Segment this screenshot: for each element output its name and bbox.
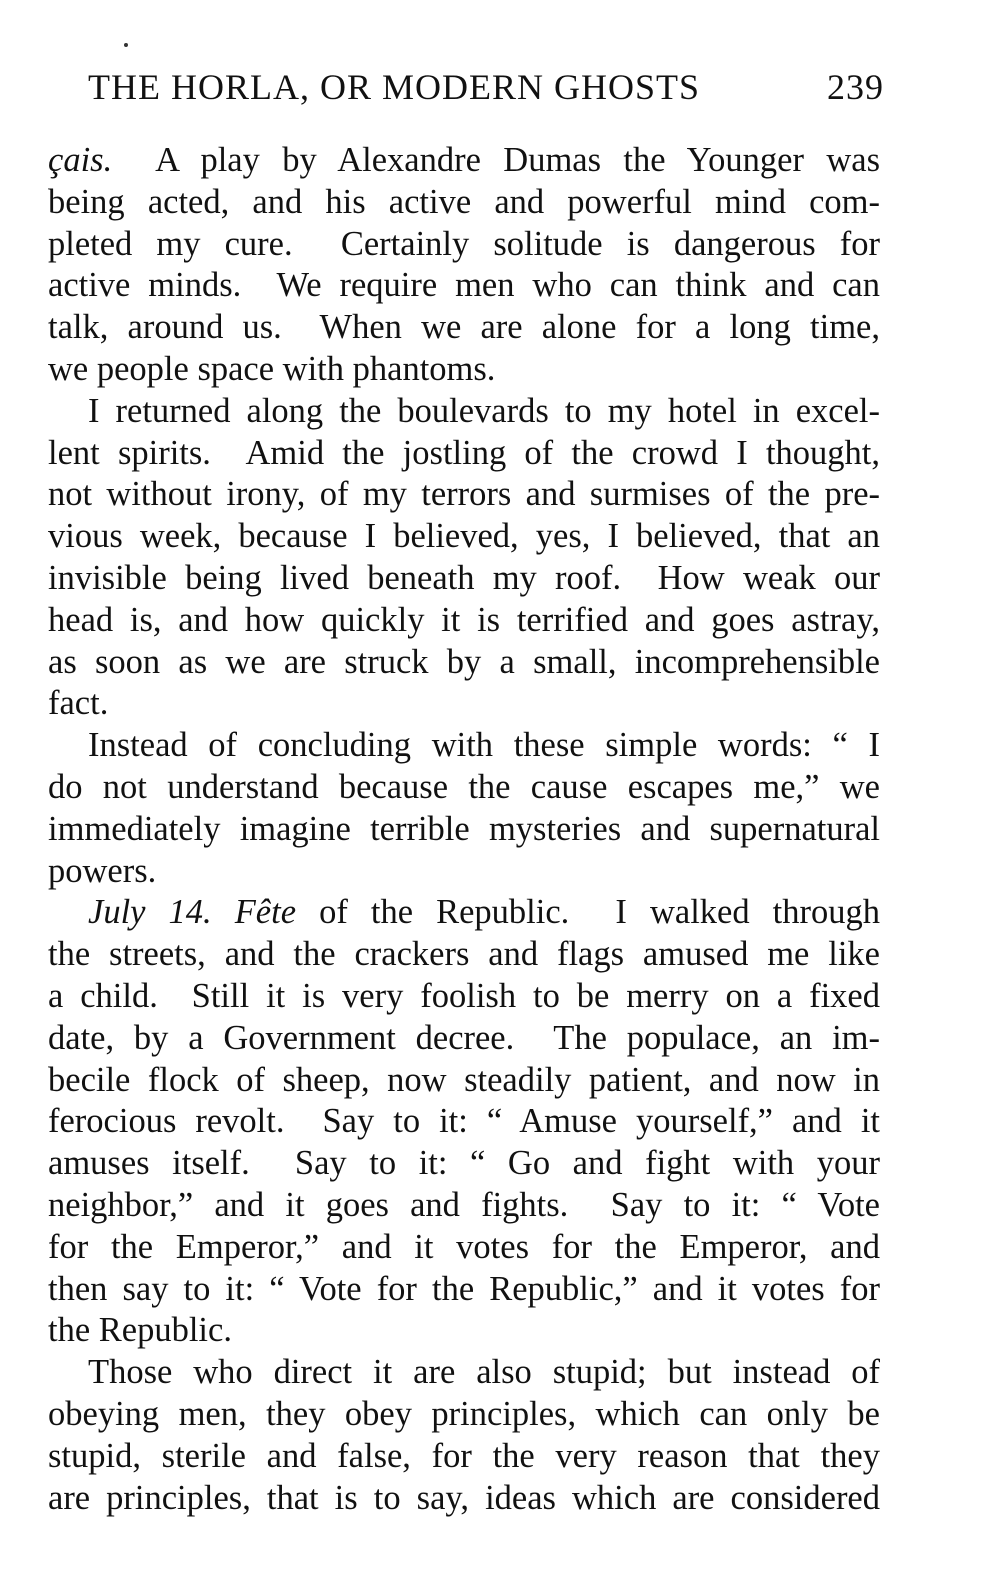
- line-text: I returned along the boulevards to my hotel in excel-: [88, 391, 880, 430]
- text-line: [48, 1227, 880, 1269]
- text-line: [48, 1060, 880, 1102]
- text-line: [48, 976, 880, 1018]
- text-line: [48, 600, 880, 642]
- line-text: vious week, because I believed, yes, I believed, that an: [48, 517, 880, 556]
- line-text: of the Republic. I walked through: [296, 893, 880, 932]
- print-speck: [124, 43, 128, 47]
- text-line: [48, 140, 880, 182]
- running-head-title: THE HORLA, OR MODERN GHOSTS: [88, 67, 701, 107]
- text-line: [48, 1352, 880, 1394]
- page-number: 239: [827, 67, 884, 107]
- text-line: [48, 1269, 880, 1311]
- line-text: we people space with phantoms.: [48, 349, 496, 388]
- line-text: not without irony, of my terrors and surmises of the pre-: [48, 475, 880, 514]
- body-text: [48, 140, 880, 1519]
- line-text: being acted, and his active and powerful mind com-: [48, 182, 880, 221]
- line-text: neighbor,” and it goes and fights. Say to it: “ Vote: [48, 1185, 880, 1224]
- line-text: stupid, sterile and false, for the very reason that they: [48, 1436, 880, 1475]
- line-text: date, by a Government decree. The populace, an im-: [48, 1018, 880, 1057]
- line-text: powers.: [48, 851, 157, 890]
- text-line: [48, 558, 880, 600]
- text-line: [48, 265, 880, 307]
- line-text: head is, and how quickly it is terrified and goes astray,: [48, 600, 880, 639]
- line-text: amuses itself. Say to it: “ Go and fight with your: [48, 1144, 880, 1183]
- italic-text: çais.: [48, 141, 113, 179]
- text-line: [48, 1310, 880, 1352]
- line-text: a child. Still it is very foolish to be merry on a fixed: [48, 976, 880, 1015]
- text-line: [48, 809, 880, 851]
- line-text: active minds. We require men who can think and can: [48, 266, 880, 305]
- line-text: becile flock of sheep, now steadily patient, and now in: [48, 1060, 880, 1099]
- text-line: [48, 391, 880, 433]
- text-line: [48, 1436, 880, 1478]
- text-line: [48, 1143, 880, 1185]
- text-line: [48, 725, 880, 767]
- text-line: [48, 642, 880, 684]
- text-line: [48, 516, 880, 558]
- text-line: [48, 892, 880, 934]
- line-text: for the Emperor,” and it votes for the Emperor, and: [48, 1227, 880, 1266]
- text-line: [48, 1394, 880, 1436]
- line-text: immediately imagine terrible mysteries and supernatural: [48, 809, 880, 848]
- line-text: pleted my cure. Certainly solitude is dangerous for: [48, 224, 880, 263]
- italic-text: July 14. Fête: [88, 893, 297, 932]
- line-text: fact.: [48, 684, 109, 723]
- line-text: talk, around us. When we are alone for a long time,: [48, 308, 880, 347]
- line-text: obeying men, they obey principles, which can only be: [48, 1394, 880, 1433]
- line-text: Those who direct it are also stupid; but instead of: [88, 1353, 880, 1392]
- text-line: [48, 1101, 880, 1143]
- text-line: [48, 1185, 880, 1227]
- text-line: [48, 851, 880, 893]
- running-head: [88, 66, 884, 116]
- line-text: Instead of concluding with these simple words: “ I: [88, 726, 880, 765]
- text-line: [48, 767, 880, 809]
- text-line: [48, 1478, 880, 1520]
- line-text: invisible being lived beneath my roof. How weak our: [48, 558, 880, 597]
- line-text: the Republic.: [48, 1311, 232, 1350]
- text-line: [48, 474, 880, 516]
- line-text: are principles, that is to say, ideas which are considered: [48, 1478, 880, 1517]
- text-line: [48, 349, 880, 391]
- line-text: as soon as we are struck by a small, incomprehensible: [48, 642, 880, 681]
- text-line: [48, 307, 880, 349]
- text-line: [48, 433, 880, 475]
- line-text: A play by Alexandre Dumas the Younger was: [112, 141, 880, 179]
- text-line: [48, 683, 880, 725]
- text-line: [48, 934, 880, 976]
- line-text: the streets, and the crackers and flags amused me like: [48, 935, 880, 974]
- text-line: [48, 182, 880, 224]
- line-text: do not understand because the cause escapes me,” we: [48, 767, 880, 806]
- line-text: ferocious revolt. Say to it: “ Amuse yourself,” and it: [48, 1102, 880, 1141]
- line-text: lent spirits. Amid the jostling of the crowd I thought,: [48, 433, 880, 472]
- text-line: [48, 1018, 880, 1060]
- line-text: then say to it: “ Vote for the Republic,” and it votes for: [48, 1269, 880, 1308]
- text-line: [48, 224, 880, 266]
